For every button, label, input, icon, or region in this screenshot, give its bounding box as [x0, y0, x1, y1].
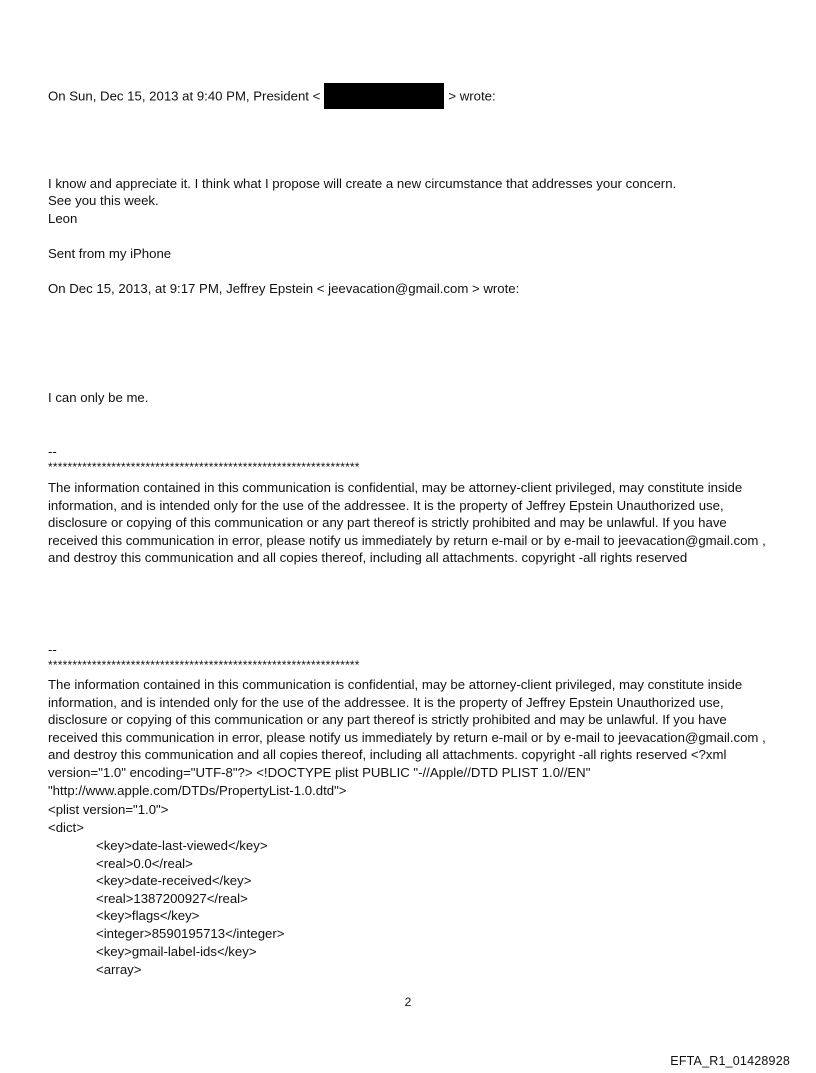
quoted-header: On Dec 15, 2013, at 9:17 PM, Jeffrey Epstein < jeevacation@gmail.com > wrote:: [48, 281, 520, 296]
plist-entry: <key>flags</key>: [96, 908, 200, 923]
plist-entry: <key>gmail-label-ids</key>: [96, 944, 257, 959]
reply-line-2: See you this week.: [48, 193, 159, 208]
plist-entry: <key>date-last-viewed</key>: [96, 838, 268, 853]
quoted-body: I can only be me.: [48, 390, 149, 405]
disclaimer-dashes-2: --: [48, 642, 57, 657]
disclaimer-stars-2: ****************************************************************: [48, 658, 360, 672]
reply-signature: Leon: [48, 211, 78, 226]
disclaimer-text-1: The information contained in this communication is confidential, may be attorney-client privileged, may constitute inside information, and is intended only for the use of the addressee. It is the property of Jeffrey Epstein Unauthorized use, disclosure or copying of this communication or any part thereof is strictly prohibited and may be unlawful. If you have received this communication in error, please notify us immediately by return e-mail or by e-mail to jeevacation@gmail.com , and destroy this communication and all copies thereof, including all attachments. copyright -all rights reserved: [48, 480, 766, 566]
disclaimer-stars-1: ****************************************************************: [48, 460, 360, 474]
bates-number: EFTA_R1_01428928: [670, 1054, 790, 1068]
page-number: 2: [404, 995, 412, 1009]
email-header: [48, 84, 496, 110]
disclaimer-dashes-1: --: [48, 444, 57, 459]
email-header-prefix: On Sun, Dec 15, 2013 at 9:40 PM, President <: [48, 88, 321, 104]
reply-line-1: I know and appreciate it. I think what I propose will create a new circumstance that addresses your concern.: [48, 176, 677, 191]
plist-entry: <real>0.0</real>: [96, 856, 193, 871]
plist-dict: <dict>: [48, 820, 84, 835]
redaction-box: [324, 83, 444, 109]
sent-from: Sent from my iPhone: [48, 246, 172, 261]
email-header-suffix: > wrote:: [448, 88, 496, 104]
plist-entry: <real>1387200927</real>: [96, 891, 248, 906]
plist-open: <plist version="1.0">: [48, 802, 169, 817]
plist-entry: <array>: [96, 962, 142, 977]
disclaimer-text-2: The information contained in this communication is confidential, may be attorney-client privileged, may constitute inside information, and is intended only for the use of the addressee. It is the property of Jeffrey Epstein Unauthorized use, disclosure or copying of this communication or any part thereof is strictly prohibited and may be unlawful. If you have received this communication in error, please notify us immediately by return e-mail or by e-mail to jeevacation@gmail.com , and destroy this communication and all copies thereof, including all attachments. copyright -all rights reserved <?xml version="1.0" encoding="UTF-8"?> <!DOCTYPE plist PUBLIC "-//Apple//DTD PLIST 1.0//EN" "http://www.apple.com/DTDs/PropertyList-1.0.dtd">: [48, 677, 766, 798]
plist-entry: <key>date-received</key>: [96, 873, 252, 888]
plist-entry: <integer>8590195713</integer>: [96, 926, 285, 941]
